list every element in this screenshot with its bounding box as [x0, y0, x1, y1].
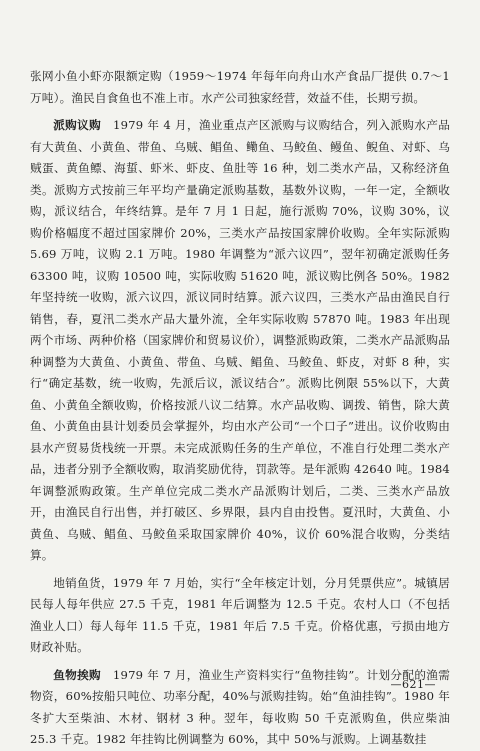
paragraph-3 [30, 573, 450, 659]
paragraph-2-text: 1979 年 4 月，渔业重点产区派购与议购结合，列入派购水产品有大黄鱼、小黄鱼、带鱼、乌贼、鲳鱼、鳓鱼、马鲛鱼、鳗鱼、鲵鱼、对虾、乌贼蛋、黄鱼鳔、海蜇、虾米、虾皮、鱼肚等 16 种，划二类水产品，又称经济鱼类。派购方式按前三年平均产量确定派购基数，基数外议购，一年一定，全额收购，派议结合，年终结算。是年 7 月 1 日起，施行派购 70%，议购 30%，议购价格幅度不超过国家牌价 20%，三类水产品按国家牌价收购。全年实际派购 5.69 万吨，议购 2.1 万吨。1980 年调整为“派六议四”，翌年初确定派购任务 63300 吨，议购 10500 吨，实际收购 51620 吨，派议购比例各 50%。1982 年坚持统一收购，派六议四，派议同时结算。派六议四，三类水产品由渔民自行销售，春，夏汛二类水产品大量外流，全年实际收购 57870 吨。1983 年出现两个市场、两种价格（国家牌价和贸易议价），调整派购政策，二类水产品派购品种调整为大黄鱼、小黄鱼、带鱼、乌贼、鲳鱼、马鲛鱼、虾皮，对虾 8 种，实行“确定基数，统一收购，先派后议，派议结合”。派购比例限 55%以下，大黄鱼、小黄鱼全额收购，价格按派八议二结算。水产品收购、调拨、销售，除大黄鱼、小黄鱼由县计划委员会掌握外，均由水产公司“一个口子”进出。议价收购由县水产贸易货栈统一开票。未完成派购任务的生产单位，不准自行处理二类水产品，违者分别予全额收购，取消奖励优待，罚款等。是年派购 42640 吨。1984 年调整派购政策。生产单位完成二类水产品派购计划后，二类、三类水产品放开，由渔民自行出售，并打破区、乡界限，县内自由投售。夏汛时，大黄鱼、小黄鱼、乌贼、鲳鱼、马鲛鱼采取国家牌价 40%，议价 60%混合收购，分类结算。 [30, 118, 450, 562]
section-heading-yuwu-guagou: 鱼物挨购 [53, 667, 101, 682]
paragraph-2 [30, 115, 450, 567]
paragraph-3-text: 地销鱼货，1979 年 7 月始，实行“全年核定计划，分月凭票供应”。城镇居民每人每年供应 27.5 千克，1981 年后调整为 12.5 千克。农村人口（不包括渔业人口）每人每年 11.5 千克，1981 年后 7.5 千克。价格优惠，亏损由地方财政补贴。 [30, 575, 450, 654]
paragraph-1-text: 张网小鱼小虾亦限额定购（1959～1974 年每年向舟山水产食品厂提供 0.7～1 万吨）。渔民自食鱼也不准上市。水产公司独家经营，效益不佳，长期亏损。 [30, 69, 450, 105]
page-number: —621— [390, 678, 436, 691]
section-heading-paigou-yigou: 派购议购 [53, 118, 102, 132]
paragraph-4 [30, 665, 450, 751]
paragraph-1 [30, 66, 450, 109]
paragraph-4-text: 1979 年 7 月，渔业生产资料实行“鱼物挂钩”。计划分配的渔需物资，60%按船只吨位、功率分配，40%与派购挂钩。始“鱼油挂钩”。1980 年冬扩大至柴油、木材、钢材 3 种。翌年，每收购 50 千克派购鱼，供应柴油 25.3 千克。1982 年挂钩比例调整为 60%，其中 50%与派购。上调基数挂 [30, 667, 450, 746]
